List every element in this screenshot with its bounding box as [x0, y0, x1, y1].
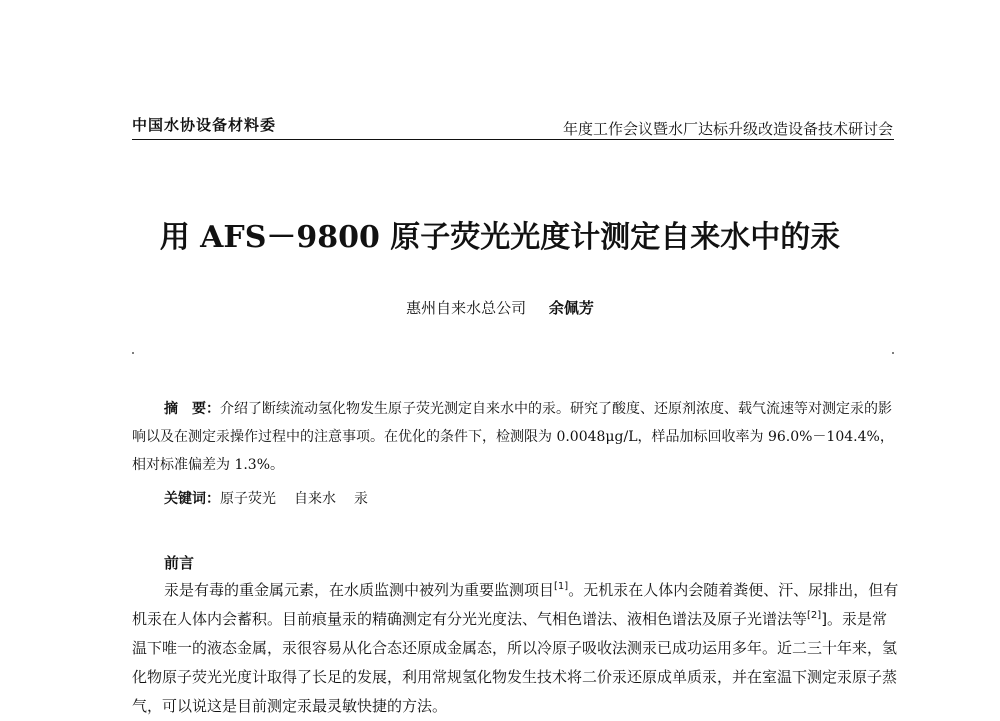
body-text-part: 汞是有毒的重金属元素，在水质监测中被列为重要监测项目 — [164, 581, 555, 599]
citation-ref: [1] — [554, 581, 569, 592]
body-text-part: ]。汞是常温下唯一的液态金属，汞很容易从化合态还原成金属态，所以冷原子吸收法测汞已成功运用多年。近二三十年来，氢化物原子荧光光度计取得了长足的发展，利用常规氢化物发生技术将二价汞还原成单质汞，并在室温下测定汞原子蒸气，可以说这是目前测定汞最灵敏快捷的方法。 — [132, 610, 898, 715]
author-name: 余佩芳 — [548, 299, 594, 317]
keywords-line — [164, 488, 386, 508]
keywords-label: 关键词： — [164, 491, 220, 507]
header-right-text: 年度工作会议暨水厂达标升级改造设备技术研讨会 — [562, 120, 893, 138]
section-title: 前言 — [164, 554, 195, 572]
scan-speck — [132, 352, 134, 354]
author-affiliation: 惠州自来水总公司 — [406, 299, 527, 317]
keyword-item: 原子荧光 — [220, 491, 276, 507]
abstract-label: 摘 要： — [164, 401, 220, 417]
keyword-item: 汞 — [354, 491, 368, 507]
body-text-part: 。无机汞在人体内会随着粪便、汗、尿排出，但有机汞在人体内会蓄积。目前痕量汞的精确测定有分光光度法、气相色谱法、液相色谱法及原子光谱法等 — [132, 581, 899, 628]
citation-ref: [2] — [807, 610, 822, 621]
body-paragraph — [132, 576, 902, 721]
header-rule — [132, 139, 894, 140]
keyword-item: 自来水 — [294, 491, 336, 507]
abstract-text: 介绍了断续流动氢化物发生原子荧光测定自来水中的汞。研究了酸度、还原剂浓度、载气流速等对测定汞的影响以及在测定汞操作过程中的注意事项。在优化的条件下，检测限为 0.0048μg/L，样品加标回收率为 96.0%－104.4%，相对标准偏差为 1.3%。 — [132, 401, 894, 473]
author-line — [0, 297, 1000, 318]
header-left-text: 中国水协设备材料委 — [132, 116, 277, 134]
paper-title: 用 AFS－9800 原子荧光光度计测定自来水中的汞 — [159, 220, 841, 255]
scan-speck — [892, 352, 894, 354]
abstract-paragraph — [132, 395, 902, 479]
